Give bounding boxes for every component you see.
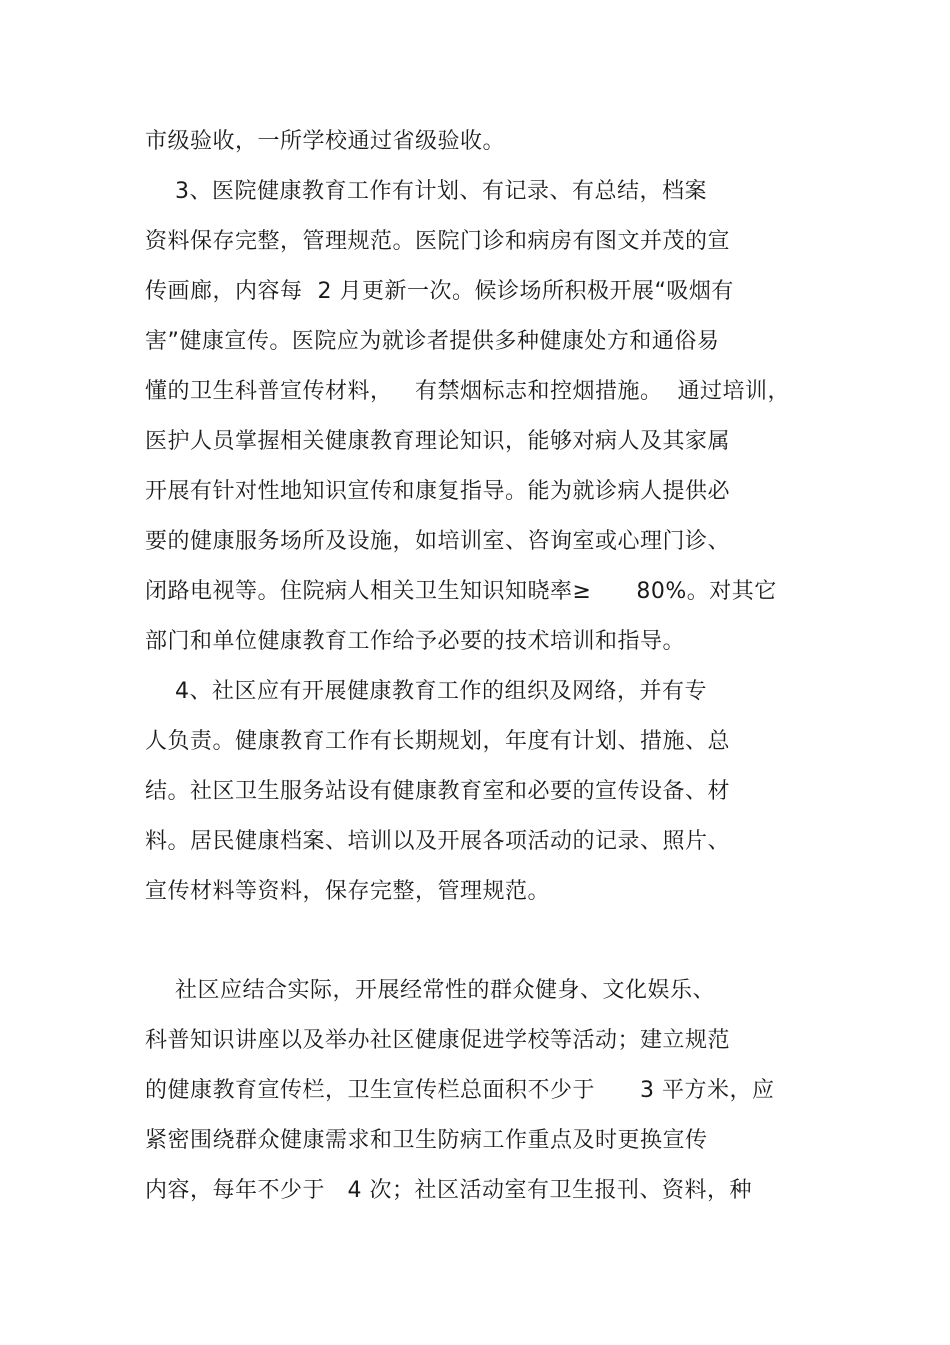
text-line: 料。居民健康档案、培训以及开展各项活动的记录、照片、 <box>145 829 731 854</box>
text-line: 市级验收，一所学校通过省级验收。 <box>145 129 506 154</box>
text-line: 开展有针对性地知识宣传和康复指导。能为就诊病人提供必 <box>145 479 731 504</box>
text-line: 要的健康服务场所及设施，如培训室、咨询室或心理门诊、 <box>145 529 731 554</box>
text-line: 医护人员掌握相关健康教育理论知识，能够对病人及其家属 <box>145 429 731 454</box>
text-line: 科普知识讲座以及举办社区健康促进学校等活动；建立规范 <box>145 1028 731 1053</box>
text-line: 懂的卫生科普宣传材料， 有禁烟标志和控烟措施。 通过培训， <box>145 379 790 404</box>
text-line: 紧密围绕群众健康需求和卫生防病工作重点及时更换宣传 <box>145 1128 708 1153</box>
text-line: 部门和单位健康教育工作给予必要的技术培训和指导。 <box>145 629 686 654</box>
text-line: 人负责。健康教育工作有长期规划，年度有计划、措施、总 <box>145 729 731 754</box>
text-line: 结。社区卫生服务站设有健康教育室和必要的宣传设备、材 <box>145 779 731 804</box>
text-line: 宣传材料等资料，保存完整，管理规范。 <box>145 879 551 904</box>
text-line: 的健康教育宣传栏，卫生宣传栏总面积不少于 3 平方米，应 <box>145 1078 775 1103</box>
text-line: 3、医院健康教育工作有计划、有记录、有总结，档案 <box>145 179 707 204</box>
text-line: 4、社区应有开展健康教育工作的组织及网络，并有专 <box>145 679 707 704</box>
text-line: 社区应结合实际，开展经常性的群众健身、文化娱乐、 <box>145 978 715 1003</box>
text-line: 害”健康宣传。医院应为就诊者提供多种健康处方和通俗易 <box>145 329 720 354</box>
text-line: 闭路电视等。住院病人相关卫生知识知晓率≥ 80%。对其它 <box>145 579 777 604</box>
text-line: 传画廊，内容每 2 月更新一次。候诊场所积极开展“吸烟有 <box>145 279 734 304</box>
text-line: 内容，每年不少于 4 次；社区活动室有卫生报刊、资料，种 <box>145 1178 752 1203</box>
text-line: 资料保存完整，管理规范。医院门诊和病房有图文并茂的宣 <box>145 229 731 254</box>
